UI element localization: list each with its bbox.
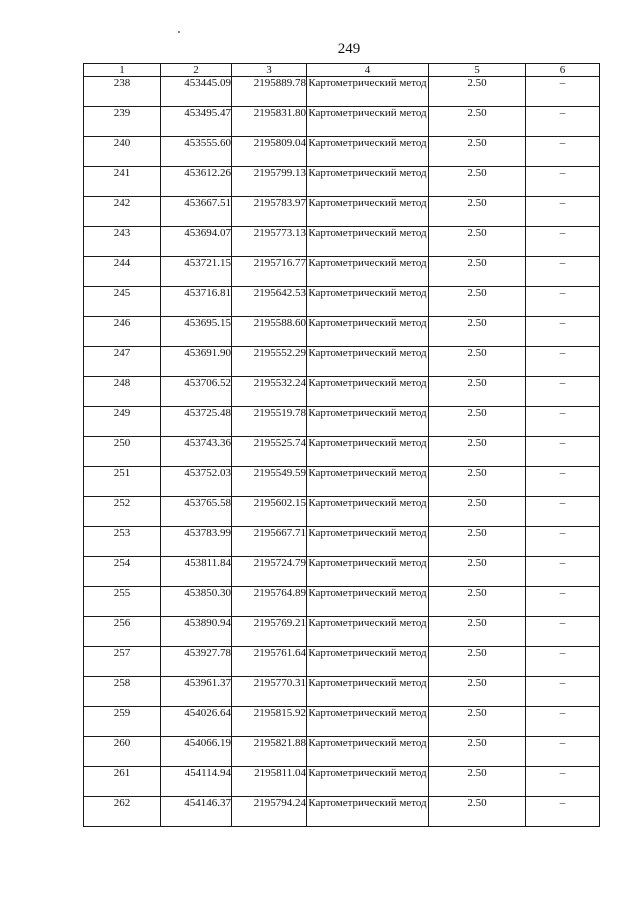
method-cell: Картометрический метод [307,77,429,107]
method-cell: Картометрический метод [307,677,429,707]
note-cell: – [526,587,600,617]
accuracy-cell: 2.50 [429,467,526,497]
y-coordinate-cell: 2195602.15 [232,497,307,527]
method-cell: Картометрический метод [307,107,429,137]
method-cell: Картометрический метод [307,617,429,647]
y-coordinate-cell: 2195724.79 [232,557,307,587]
accuracy-cell: 2.50 [429,77,526,107]
point-number-cell: 253 [84,527,161,557]
note-cell: – [526,287,600,317]
method-cell: Картометрический метод [307,137,429,167]
x-coordinate-cell: 453495.47 [161,107,232,137]
table-row [84,617,600,647]
y-coordinate-cell: 2195667.71 [232,527,307,557]
accuracy-cell: 2.50 [429,377,526,407]
accuracy-cell: 2.50 [429,707,526,737]
x-coordinate-cell: 453667.51 [161,197,232,227]
table-row [84,377,600,407]
y-coordinate-cell: 2195809.04 [232,137,307,167]
method-cell: Картометрический метод [307,317,429,347]
note-cell: – [526,317,600,347]
accuracy-cell: 2.50 [429,797,526,827]
method-cell: Картометрический метод [307,437,429,467]
accuracy-cell: 2.50 [429,257,526,287]
coordinates-table [83,63,600,827]
y-coordinate-cell: 2195815.92 [232,707,307,737]
x-coordinate-cell: 453612.26 [161,167,232,197]
point-number-cell: 247 [84,347,161,377]
table-row [84,347,600,377]
accuracy-cell: 2.50 [429,137,526,167]
accuracy-cell: 2.50 [429,407,526,437]
point-number-cell: 262 [84,797,161,827]
point-number-cell: 248 [84,377,161,407]
method-cell: Картометрический метод [307,227,429,257]
y-coordinate-cell: 2195783.97 [232,197,307,227]
accuracy-cell: 2.50 [429,767,526,797]
note-cell: – [526,527,600,557]
table-row [84,707,600,737]
table-row [84,797,600,827]
note-cell: – [526,407,600,437]
point-number-cell: 238 [84,77,161,107]
accuracy-cell: 2.50 [429,557,526,587]
y-coordinate-cell: 2195588.60 [232,317,307,347]
y-coordinate-cell: 2195549.59 [232,467,307,497]
accuracy-cell: 2.50 [429,227,526,257]
x-coordinate-cell: 453743.36 [161,437,232,467]
method-cell: Картометрический метод [307,767,429,797]
accuracy-cell: 2.50 [429,617,526,647]
table-row [84,737,600,767]
column-header: 5 [429,64,526,77]
note-cell: – [526,557,600,587]
note-cell: – [526,437,600,467]
note-cell: – [526,257,600,287]
point-number-cell: 260 [84,737,161,767]
table-row [84,167,600,197]
point-number-cell: 254 [84,557,161,587]
x-coordinate-cell: 453890.94 [161,617,232,647]
accuracy-cell: 2.50 [429,317,526,347]
table-row [84,137,600,167]
x-coordinate-cell: 453695.15 [161,317,232,347]
x-coordinate-cell: 453752.03 [161,467,232,497]
method-cell: Картометрический метод [307,527,429,557]
method-cell: Картометрический метод [307,167,429,197]
x-coordinate-cell: 453961.37 [161,677,232,707]
note-cell: – [526,377,600,407]
accuracy-cell: 2.50 [429,347,526,377]
note-cell: – [526,677,600,707]
y-coordinate-cell: 2195773.13 [232,227,307,257]
table-row [84,287,600,317]
method-cell: Картометрический метод [307,647,429,677]
accuracy-cell: 2.50 [429,437,526,467]
note-cell: – [526,137,600,167]
table-row [84,227,600,257]
accuracy-cell: 2.50 [429,527,526,557]
scan-speck [178,31,180,33]
column-header: 1 [84,64,161,77]
x-coordinate-cell: 454026.64 [161,707,232,737]
accuracy-cell: 2.50 [429,497,526,527]
y-coordinate-cell: 2195794.24 [232,797,307,827]
method-cell: Картометрический метод [307,557,429,587]
y-coordinate-cell: 2195831.80 [232,107,307,137]
y-coordinate-cell: 2195716.77 [232,257,307,287]
accuracy-cell: 2.50 [429,287,526,317]
note-cell: – [526,617,600,647]
note-cell: – [526,347,600,377]
x-coordinate-cell: 453725.48 [161,407,232,437]
accuracy-cell: 2.50 [429,587,526,617]
table-row [84,257,600,287]
point-number-cell: 243 [84,227,161,257]
x-coordinate-cell: 453694.07 [161,227,232,257]
point-number-cell: 249 [84,407,161,437]
y-coordinate-cell: 2195770.31 [232,677,307,707]
table-row [84,107,600,137]
y-coordinate-cell: 2195799.13 [232,167,307,197]
x-coordinate-cell: 453927.78 [161,647,232,677]
point-number-cell: 250 [84,437,161,467]
x-coordinate-cell: 453783.99 [161,527,232,557]
x-coordinate-cell: 453811.84 [161,557,232,587]
accuracy-cell: 2.50 [429,677,526,707]
y-coordinate-cell: 2195764.89 [232,587,307,617]
y-coordinate-cell: 2195761.64 [232,647,307,677]
x-coordinate-cell: 453445.09 [161,77,232,107]
table-row [84,407,600,437]
x-coordinate-cell: 453721.15 [161,257,232,287]
y-coordinate-cell: 2195811.04 [232,767,307,797]
table-header-row [84,64,600,77]
y-coordinate-cell: 2195642.53 [232,287,307,317]
point-number-cell: 245 [84,287,161,317]
note-cell: – [526,77,600,107]
x-coordinate-cell: 453555.60 [161,137,232,167]
x-coordinate-cell: 453706.52 [161,377,232,407]
table-row [84,587,600,617]
note-cell: – [526,167,600,197]
y-coordinate-cell: 2195552.29 [232,347,307,377]
table-row [84,677,600,707]
note-cell: – [526,647,600,677]
method-cell: Картометрический метод [307,377,429,407]
accuracy-cell: 2.50 [429,647,526,677]
method-cell: Картометрический метод [307,347,429,377]
table-row [84,527,600,557]
method-cell: Картометрический метод [307,797,429,827]
y-coordinate-cell: 2195532.24 [232,377,307,407]
x-coordinate-cell: 453716.81 [161,287,232,317]
column-header: 6 [526,64,600,77]
point-number-cell: 261 [84,767,161,797]
y-coordinate-cell: 2195889.78 [232,77,307,107]
point-number-cell: 239 [84,107,161,137]
x-coordinate-cell: 453691.90 [161,347,232,377]
y-coordinate-cell: 2195769.21 [232,617,307,647]
accuracy-cell: 2.50 [429,197,526,227]
table-row [84,557,600,587]
method-cell: Картометрический метод [307,737,429,767]
table-row [84,77,600,107]
note-cell: – [526,197,600,227]
table-body [84,77,600,827]
method-cell: Картометрический метод [307,467,429,497]
point-number-cell: 256 [84,617,161,647]
note-cell: – [526,467,600,497]
x-coordinate-cell: 454114.94 [161,767,232,797]
y-coordinate-cell: 2195519.78 [232,407,307,437]
note-cell: – [526,107,600,137]
table-row [84,647,600,677]
table-row [84,317,600,347]
point-number-cell: 242 [84,197,161,227]
method-cell: Картометрический метод [307,497,429,527]
point-number-cell: 240 [84,137,161,167]
y-coordinate-cell: 2195821.88 [232,737,307,767]
point-number-cell: 252 [84,497,161,527]
accuracy-cell: 2.50 [429,737,526,767]
x-coordinate-cell: 453765.58 [161,497,232,527]
x-coordinate-cell: 453850.30 [161,587,232,617]
note-cell: – [526,737,600,767]
page-number: 249 [337,41,361,57]
table-row [84,437,600,467]
method-cell: Картометрический метод [307,287,429,317]
method-cell: Картометрический метод [307,197,429,227]
table-row [84,497,600,527]
point-number-cell: 244 [84,257,161,287]
column-header: 2 [161,64,232,77]
column-header: 3 [232,64,307,77]
note-cell: – [526,707,600,737]
point-number-cell: 246 [84,317,161,347]
point-number-cell: 258 [84,677,161,707]
method-cell: Картометрический метод [307,407,429,437]
table-row [84,467,600,497]
table-row [84,767,600,797]
point-number-cell: 259 [84,707,161,737]
accuracy-cell: 2.50 [429,107,526,137]
column-header: 4 [307,64,429,77]
note-cell: – [526,797,600,827]
x-coordinate-cell: 454146.37 [161,797,232,827]
note-cell: – [526,767,600,797]
y-coordinate-cell: 2195525.74 [232,437,307,467]
accuracy-cell: 2.50 [429,167,526,197]
table-row [84,197,600,227]
method-cell: Картометрический метод [307,707,429,737]
point-number-cell: 257 [84,647,161,677]
point-number-cell: 251 [84,467,161,497]
note-cell: – [526,497,600,527]
point-number-cell: 241 [84,167,161,197]
point-number-cell: 255 [84,587,161,617]
x-coordinate-cell: 454066.19 [161,737,232,767]
note-cell: – [526,227,600,257]
method-cell: Картометрический метод [307,257,429,287]
method-cell: Картометрический метод [307,587,429,617]
